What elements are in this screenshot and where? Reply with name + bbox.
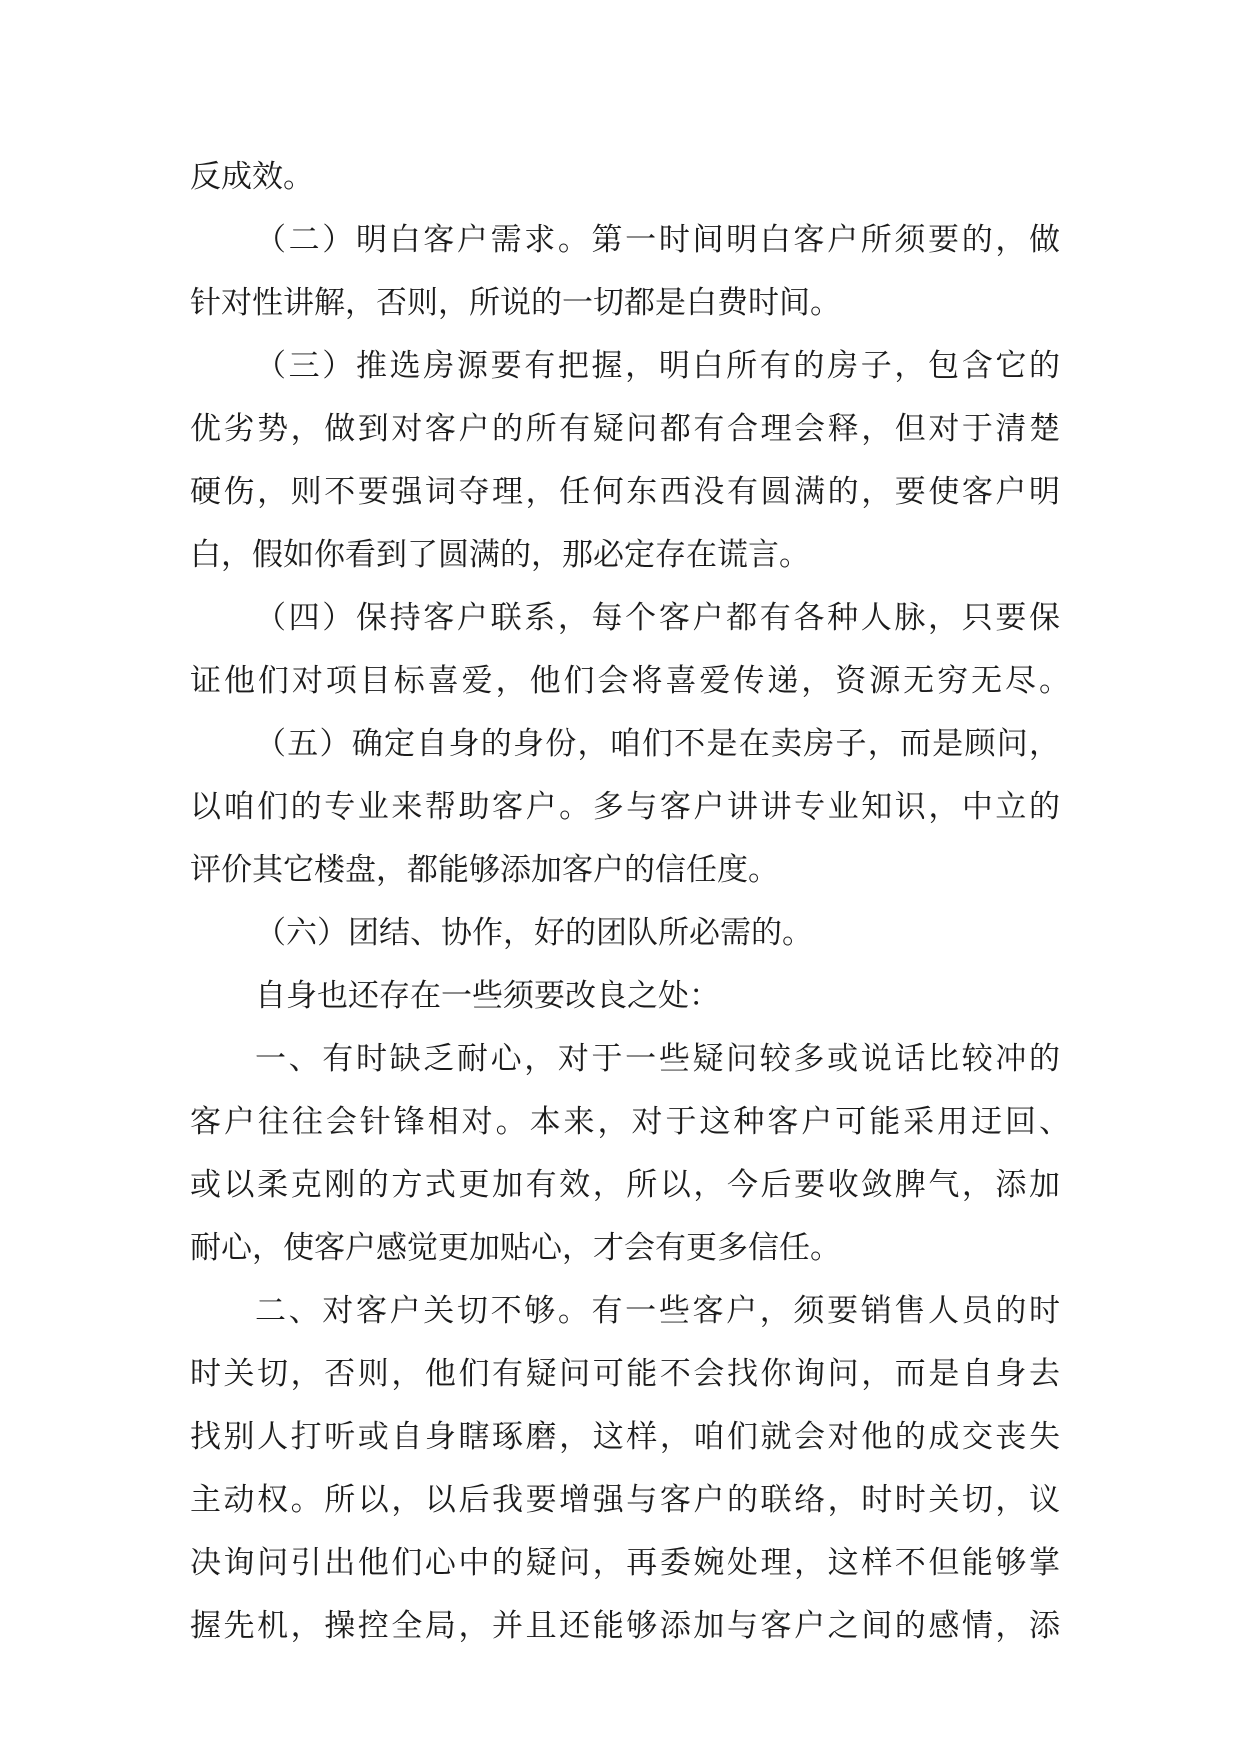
- text-line: 或以柔克刚的方式更加有效，所以，今后要收敛脾气，添加: [190, 1167, 1060, 1203]
- text-line: 主动权。所以，以后我要增强与客户的联络，时时关切，议: [190, 1482, 1060, 1518]
- text-line: 二、对客户关切不够。有一些客户，须要销售人员的时: [255, 1293, 1060, 1329]
- text-line: 白，假如你看到了圆满的，那必定存在谎言。: [190, 537, 810, 573]
- text-line: 优劣势，做到对客户的所有疑问都有合理会释，但对于清楚: [190, 411, 1060, 447]
- text-line: 决询问引出他们心中的疑问，再委婉处理，这样不但能够掌: [190, 1545, 1060, 1581]
- text-line: 一、有时缺乏耐心，对于一些疑问较多或说话比较冲的: [255, 1041, 1060, 1077]
- text-line: 评价其它楼盘，都能够添加客户的信任度。: [190, 852, 779, 888]
- text-line: 以咱们的专业来帮助客户。多与客户讲讲专业知识，中立的: [190, 789, 1060, 825]
- text-line: （二）明白客户需求。第一时间明白客户所须要的，做: [255, 222, 1060, 258]
- text-line: 自身也还存在一些须要改良之处：: [255, 978, 720, 1014]
- text-line: （三）推选房源要有把握，明白所有的房子，包含它的: [255, 348, 1060, 384]
- text-line: 硬伤，则不要强词夺理，任何东西没有圆满的，要使客户明: [190, 474, 1060, 510]
- text-line: 针对性讲解，否则，所说的一切都是白费时间。: [190, 285, 841, 321]
- text-line: 反成效。: [190, 159, 314, 195]
- text-line: 耐心，使客户感觉更加贴心，才会有更多信任。: [190, 1230, 841, 1266]
- text-line: 找别人打听或自身瞎琢磨，这样，咱们就会对他的成交丧失: [190, 1419, 1060, 1455]
- text-line: （四）保持客户联系，每个客户都有各种人脉，只要保: [255, 600, 1060, 636]
- text-line: 时关切，否则，他们有疑问可能不会找你询问，而是自身去: [190, 1356, 1060, 1392]
- text-line: 握先机，操控全局，并且还能够添加与客户之间的感情，添: [190, 1608, 1060, 1644]
- text-line: （五）确定自身的身份，咱们不是在卖房子，而是顾问，: [255, 726, 1060, 762]
- text-line: 证他们对项目标喜爱，他们会将喜爱传递，资源无穷无尽。: [190, 663, 1070, 699]
- text-line: 客户往往会针锋相对。本来，对于这种客户可能采用迂回、: [190, 1104, 1070, 1140]
- text-line: （六）团结、协作，好的团队所必需的。: [255, 915, 813, 951]
